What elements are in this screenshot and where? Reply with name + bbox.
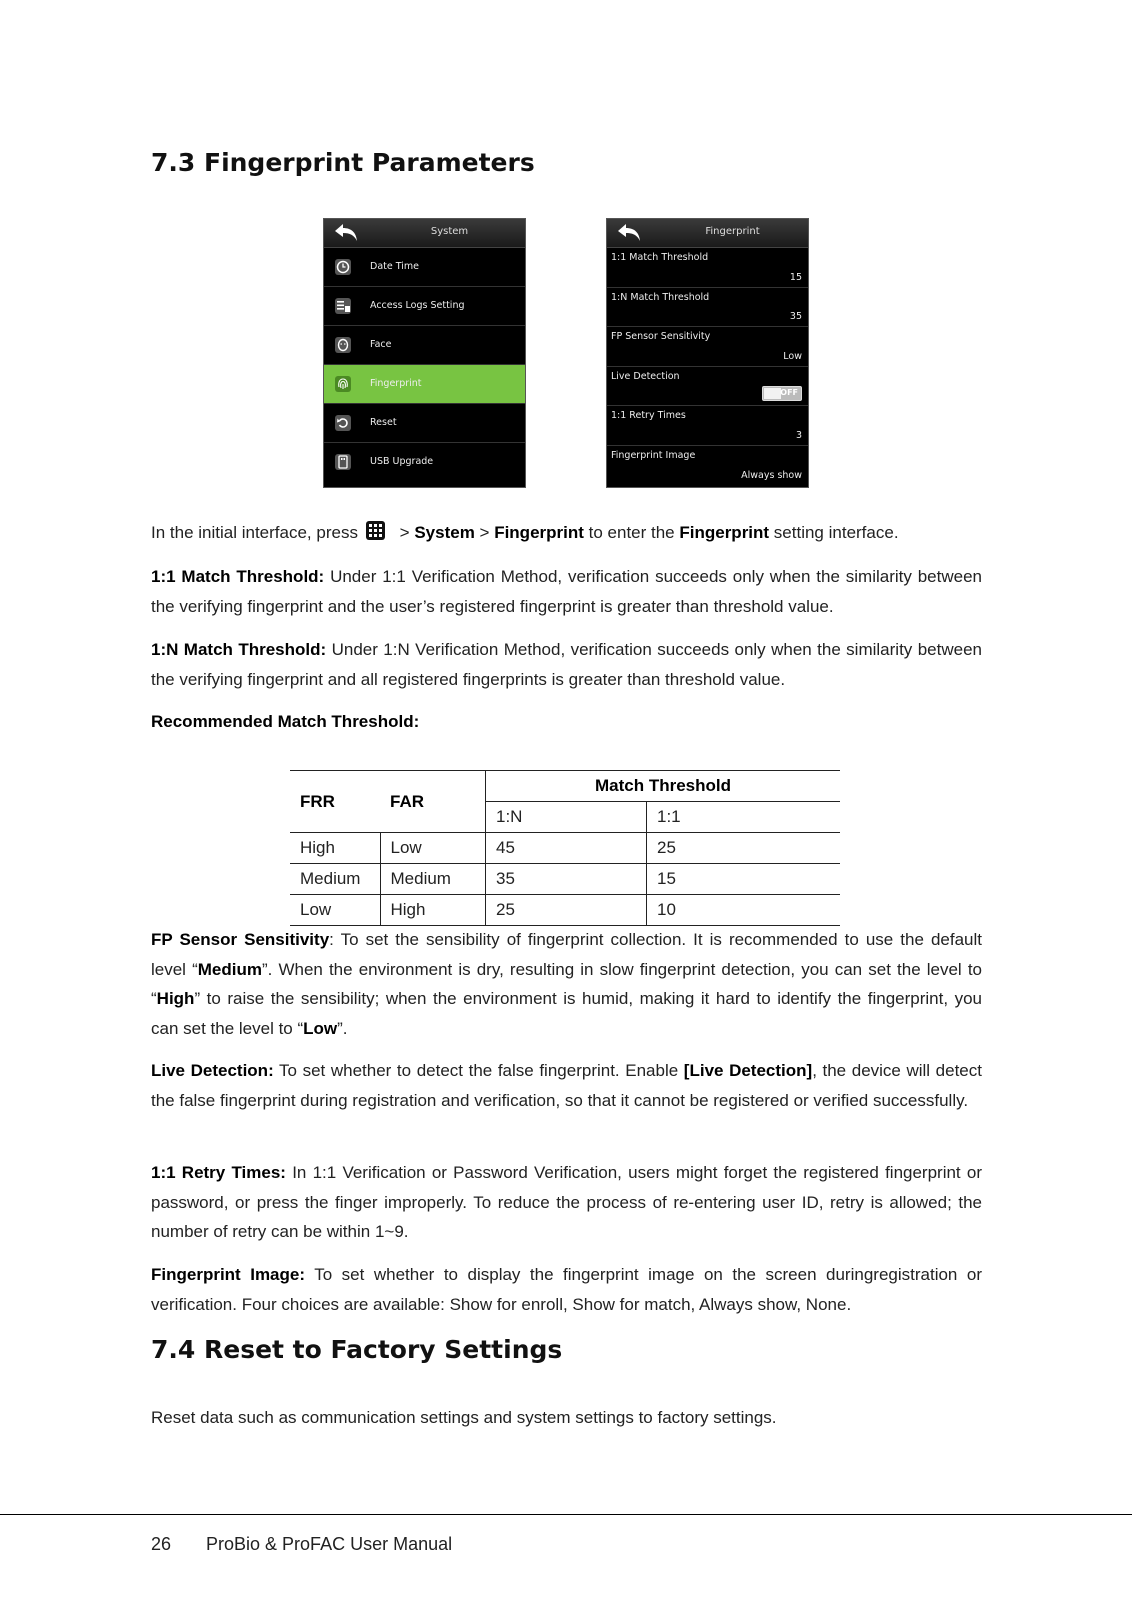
- footer-divider: [0, 1514, 1132, 1515]
- usb-icon: [334, 453, 352, 471]
- screen-header: [324, 219, 525, 248]
- menu-item-label: Date Time: [370, 261, 419, 272]
- paragraph-text: Under 1:N Verification Method, verification succeeds only when the similarity between the verifying fingerprint and all registered fingerprints is greater than threshold value.: [151, 640, 982, 689]
- paragraph-text: ”.: [337, 1018, 348, 1038]
- intro-paragraph: [151, 518, 982, 548]
- paragraph-label: 1:1 Retry Times:: [151, 1163, 286, 1182]
- header-match-threshold: Match Threshold: [486, 771, 841, 802]
- menu-item-label: Fingerprint: [370, 378, 422, 389]
- intro-fingerprint-bold: Fingerprint: [494, 523, 584, 542]
- menu-item-label: Access Logs Setting: [370, 300, 465, 311]
- cell-1-n: 45: [486, 833, 647, 864]
- setting-1-n-match-threshold[interactable]: [607, 288, 808, 328]
- cell-far: High: [380, 895, 486, 926]
- system-menu-screenshot: [323, 218, 526, 488]
- paragraph-text: Under 1:1 Verification Method, verification succeeds only when the similarity between the verifying fingerprint and the user’s registered fingerprint is greater than threshold value.: [151, 567, 982, 616]
- live-detection-toggle[interactable]: [762, 386, 802, 401]
- menu-item-reset[interactable]: [324, 404, 525, 443]
- setting-name: 1:1 Match Threshold: [611, 252, 709, 263]
- reset-icon: [334, 414, 352, 432]
- header-1-n: 1:N: [486, 802, 647, 833]
- cell-frr: High: [290, 833, 380, 864]
- screen-title: Fingerprint: [705, 226, 760, 237]
- setting-value: 35: [789, 311, 802, 322]
- paragraph-text: To set whether to display the fingerprint image on the screen duringregistration or verification. Four choices are available: Show for enroll, Show for match, Always show, None.: [151, 1265, 982, 1314]
- paragraph-text: , the device will detect the false fingerprint during registration and verification, so that it cannot be registered or verified successfully.: [151, 1061, 982, 1110]
- intro-separator: >: [474, 523, 495, 542]
- toggle-state: OFF: [780, 388, 798, 397]
- menu-item-usb-upgrade[interactable]: [324, 443, 525, 482]
- menu-item-date-time[interactable]: [324, 248, 525, 287]
- paragraph-label: 1:N Match Threshold:: [151, 640, 327, 659]
- table-row: [290, 895, 840, 926]
- intro-text: In the initial interface, press: [151, 523, 358, 542]
- header-frr: FRR: [290, 771, 380, 833]
- paragraph-text: In 1:1 Verification or Password Verification, users might forget the registered fingerprint or password, or press the finger improperly. To reduce the process of re-entering user ID, retry is allowed; the number of retry can be within 1~9.: [151, 1163, 982, 1241]
- screen-header: [607, 219, 808, 248]
- section-title-reset-factory: 7.4 Reset to Factory Settings: [151, 1335, 563, 1364]
- setting-value: Low: [783, 350, 802, 362]
- setting-name: FP Sensor Sensitivity: [611, 331, 711, 342]
- cell-1-n: 25: [486, 895, 647, 926]
- intro-text: setting interface.: [769, 523, 899, 542]
- paragraph-text: ” to raise the sensibility; when the environment is humid, making it hard to identify the fingerprint, you can set the level to “: [151, 989, 982, 1038]
- setting-value: Always show: [741, 470, 802, 481]
- manual-title: ProBio & ProFAC User Manual: [206, 1534, 453, 1554]
- setting-value: 3: [795, 429, 802, 441]
- cell-1-1: 10: [647, 895, 841, 926]
- setting-name: 1:1 Retry Times: [611, 410, 686, 421]
- menu-item-face[interactable]: [324, 326, 525, 365]
- table-row: [290, 833, 840, 864]
- header-far: FAR: [380, 771, 486, 833]
- level-medium: Medium: [197, 959, 262, 979]
- level-low: Low: [303, 1018, 338, 1038]
- paragraph-label: 1:1 Match Threshold:: [151, 567, 325, 586]
- setting-1-1-retry-times[interactable]: [607, 406, 808, 446]
- cell-frr: Medium: [290, 864, 380, 895]
- match-threshold-table: [290, 770, 840, 926]
- back-arrow-icon: [615, 222, 643, 244]
- setting-fp-sensor-sensitivity[interactable]: [607, 327, 808, 367]
- cell-1-1: 15: [647, 864, 841, 895]
- intro-separator: >: [394, 523, 415, 542]
- setting-live-detection[interactable]: [607, 367, 808, 407]
- paragraph-1-1-retry-times: [151, 1158, 982, 1247]
- paragraph-fingerprint-image: [151, 1260, 982, 1319]
- fingerprint-icon: [334, 375, 352, 393]
- back-arrow-icon: [332, 222, 360, 244]
- toggle-knob: [764, 388, 781, 399]
- cell-frr: Low: [290, 895, 380, 926]
- setting-fingerprint-image[interactable]: [607, 446, 808, 486]
- table-row: [290, 864, 840, 895]
- page-number: 26: [151, 1534, 172, 1554]
- menu-key-icon: [366, 521, 385, 540]
- cell-far: Medium: [380, 864, 486, 895]
- paragraph-text: : To set the sensibility of fingerprint collection. It is recommended to use the default level “: [151, 930, 982, 979]
- setting-1-1-match-threshold[interactable]: [607, 248, 808, 288]
- screen-title: System: [430, 226, 469, 237]
- menu-item-label: Reset: [370, 417, 397, 428]
- recommended-label: Recommended Match Threshold:: [151, 712, 420, 731]
- recommended-heading: [151, 707, 419, 737]
- paragraph-text: ”. When the environment is dry, resulting in slow fingerprint detection, you can set the level to “: [151, 959, 982, 1008]
- fingerprint-settings-screenshot: [606, 218, 809, 488]
- level-high: High: [156, 989, 195, 1008]
- header-1-1: 1:1: [647, 802, 841, 833]
- live-detection-bold: [Live Detection]: [683, 1061, 813, 1080]
- paragraph-label: Fingerprint Image:: [151, 1265, 306, 1284]
- logs-icon: [334, 297, 352, 315]
- clock-icon: [334, 258, 352, 276]
- intro-text: to enter the: [583, 523, 680, 542]
- face-icon: [334, 336, 352, 354]
- cell-1-n: 35: [486, 864, 647, 895]
- section-title-fingerprint-parameters: 7.3 Fingerprint Parameters: [151, 148, 535, 177]
- device-screenshots: [323, 218, 809, 488]
- setting-value: 15: [789, 271, 802, 283]
- menu-item-access-logs-setting[interactable]: [324, 287, 525, 326]
- menu-item-label: USB Upgrade: [370, 456, 434, 467]
- setting-name: Live Detection: [611, 370, 680, 382]
- intro-fingerprint-bold: Fingerprint: [679, 523, 770, 542]
- paragraph-label: FP Sensor Sensitivity: [151, 930, 330, 949]
- cell-far: Low: [380, 833, 486, 864]
- menu-item-fingerprint[interactable]: [324, 365, 525, 404]
- paragraph-label: Live Detection:: [151, 1061, 274, 1080]
- intro-system-bold: System: [414, 523, 475, 542]
- paragraph-fp-sensor-sensitivity: [151, 925, 982, 1043]
- paragraph-live-detection: [151, 1056, 982, 1115]
- menu-item-label: Face: [370, 339, 392, 350]
- paragraph-reset: Reset data such as communication settings and system settings to factory settings.: [151, 1408, 777, 1427]
- paragraph-1-n-match-threshold: [151, 635, 982, 694]
- paragraph-1-1-match-threshold: [151, 562, 982, 621]
- cell-1-1: 25: [647, 833, 841, 864]
- paragraph-text: To set whether to detect the false fingerprint. Enable: [273, 1061, 684, 1080]
- page-footer: [151, 1534, 452, 1555]
- setting-name: Fingerprint Image: [611, 449, 696, 461]
- setting-name: 1:N Match Threshold: [611, 291, 710, 303]
